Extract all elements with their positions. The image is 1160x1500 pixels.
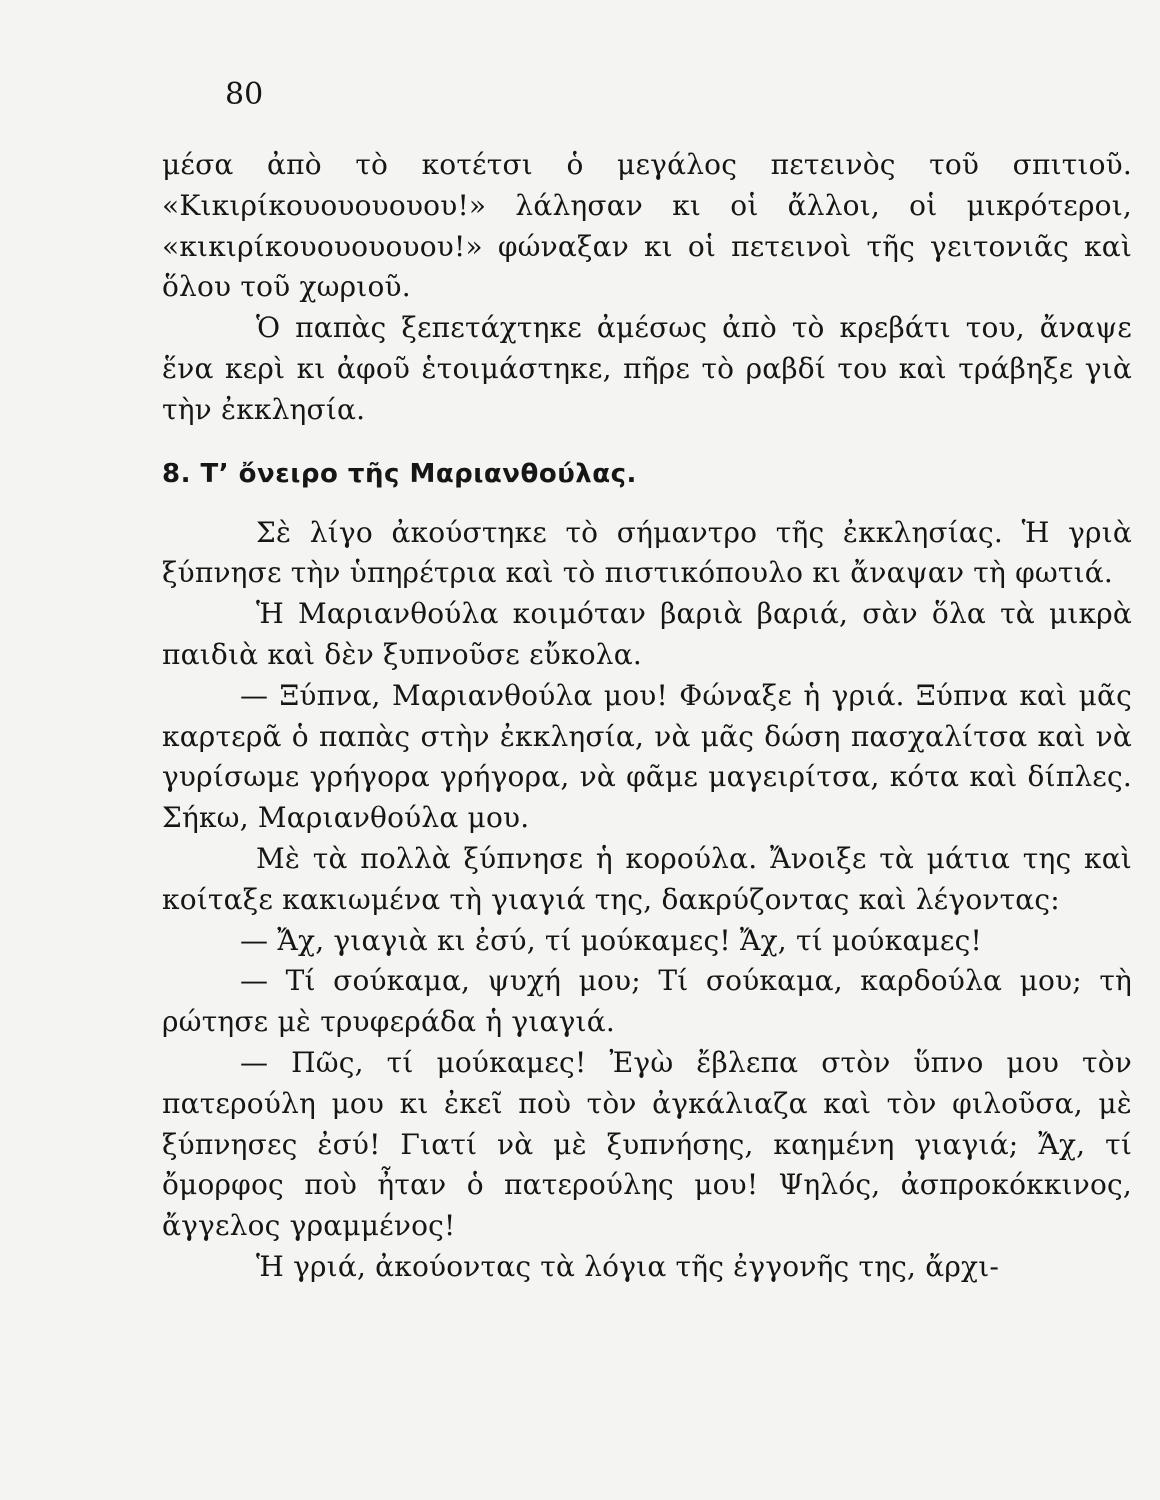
section-heading: 8. Τ’ ὄνειρο τῆς Μαριανθούλας.: [162, 458, 637, 489]
paragraph-3: Σὲ λίγο ἀκούστηκε τὸ σήμαντρο τῆς ἐκκλησίας. Ἡ γριὰ ξύπνησε τὴν ὑπηρέτρια καὶ τὸ πιστικόπουλο κι ἄναψαν τὴ φωτιά.: [162, 515, 1132, 590]
dialogue-2: — Ἄχ, γιαγιὰ κι ἐσύ, τί μούκαμες! Ἄχ, τί μούκαμες!: [240, 923, 982, 957]
dialogue-1: — Ξύπνα, Μαριανθούλα μου! Φώναξε ἡ γριά. Ξύπνα καὶ μᾶς καρτερᾶ ὁ παπὰς στὴν ἐκκλησία, νὰ μᾶς δώση πασχαλίτσα καὶ νὰ γυρίσωμε γρήγορα γρήγορα, νὰ φᾶμε μαγειρίτσα, κότα καὶ δίπλες. Σήκω, Μαριανθούλα μου.: [162, 678, 1132, 835]
paragraph-2: Ὁ παπὰς ξεπετάχτηκε ἀμέσως ἀπὸ τὸ κρεβάτι του, ἄναψε ἕνα κερὶ κι ἀφοῦ ἑτοιμάστηκε, πῆρε τὸ ραβδί του καὶ τράβηξε γιὰ τὴν ἐκκλησία.: [162, 311, 1132, 426]
paragraph-1: μέσα ἀπὸ τὸ κοτέτσι ὁ μεγάλος πετεινὸς τοῦ σπιτιοῦ. «Κικιρίκουουουουου!» λάλησαν κι οἱ ἄλλοι, οἱ μικρότεροι, «κικιρίκουουουουου!» φώναξαν κι οἱ πετεινοὶ τῆς γειτονιᾶς καὶ ὅλου τοῦ χωριοῦ.: [162, 148, 1132, 304]
dialogue-4: — Πῶς, τί μούκαμες! Ἐγὼ ἔβλεπα στὸν ὕπνο μου τὸν πατερούλη μου κι ἐκεῖ ποὺ τὸν ἀγκάλιαζα καὶ τὸν φιλοῦσα, μὲ ξύπνησες ἐσύ! Γιατί νὰ μὲ ξυπνήσης, καημένη γιαγιά; Ἄχ, τί ὄμορφος ποὺ ἦταν ὁ πατερούλης μου! Ψηλός, ἀσπροκόκκινος, ἄγγελος γραμμένος!: [162, 1045, 1132, 1243]
paragraph-6: Ἡ γριά, ἀκούοντας τὰ λόγια τῆς ἐγγονῆς της, ἄρχι-: [256, 1249, 1000, 1283]
paragraph-4: Ἡ Μαριανθούλα κοιμόταν βαριὰ βαριά, σὰν ὅλα τὰ μικρὰ παιδιὰ καὶ δὲν ξυπνοῦσε εὔκολα.: [162, 597, 1132, 671]
dialogue-3: — Τί σούκαμα, ψυχή μου; Τί σούκαμα, καρδούλα μου; τὴ ρώτησε μὲ τρυφεράδα ἡ γιαγιά.: [162, 964, 1132, 1039]
paragraph-5: Μὲ τὰ πολλὰ ξύπνησε ἡ κορούλα. Ἄνοιξε τὰ μάτια της καὶ κοίταξε κακιωμένα τὴ γιαγιά της, δακρύζοντας καὶ λέγοντας:: [162, 841, 1132, 916]
body-text: [162, 145, 1132, 1288]
page-number: 80: [225, 77, 264, 112]
